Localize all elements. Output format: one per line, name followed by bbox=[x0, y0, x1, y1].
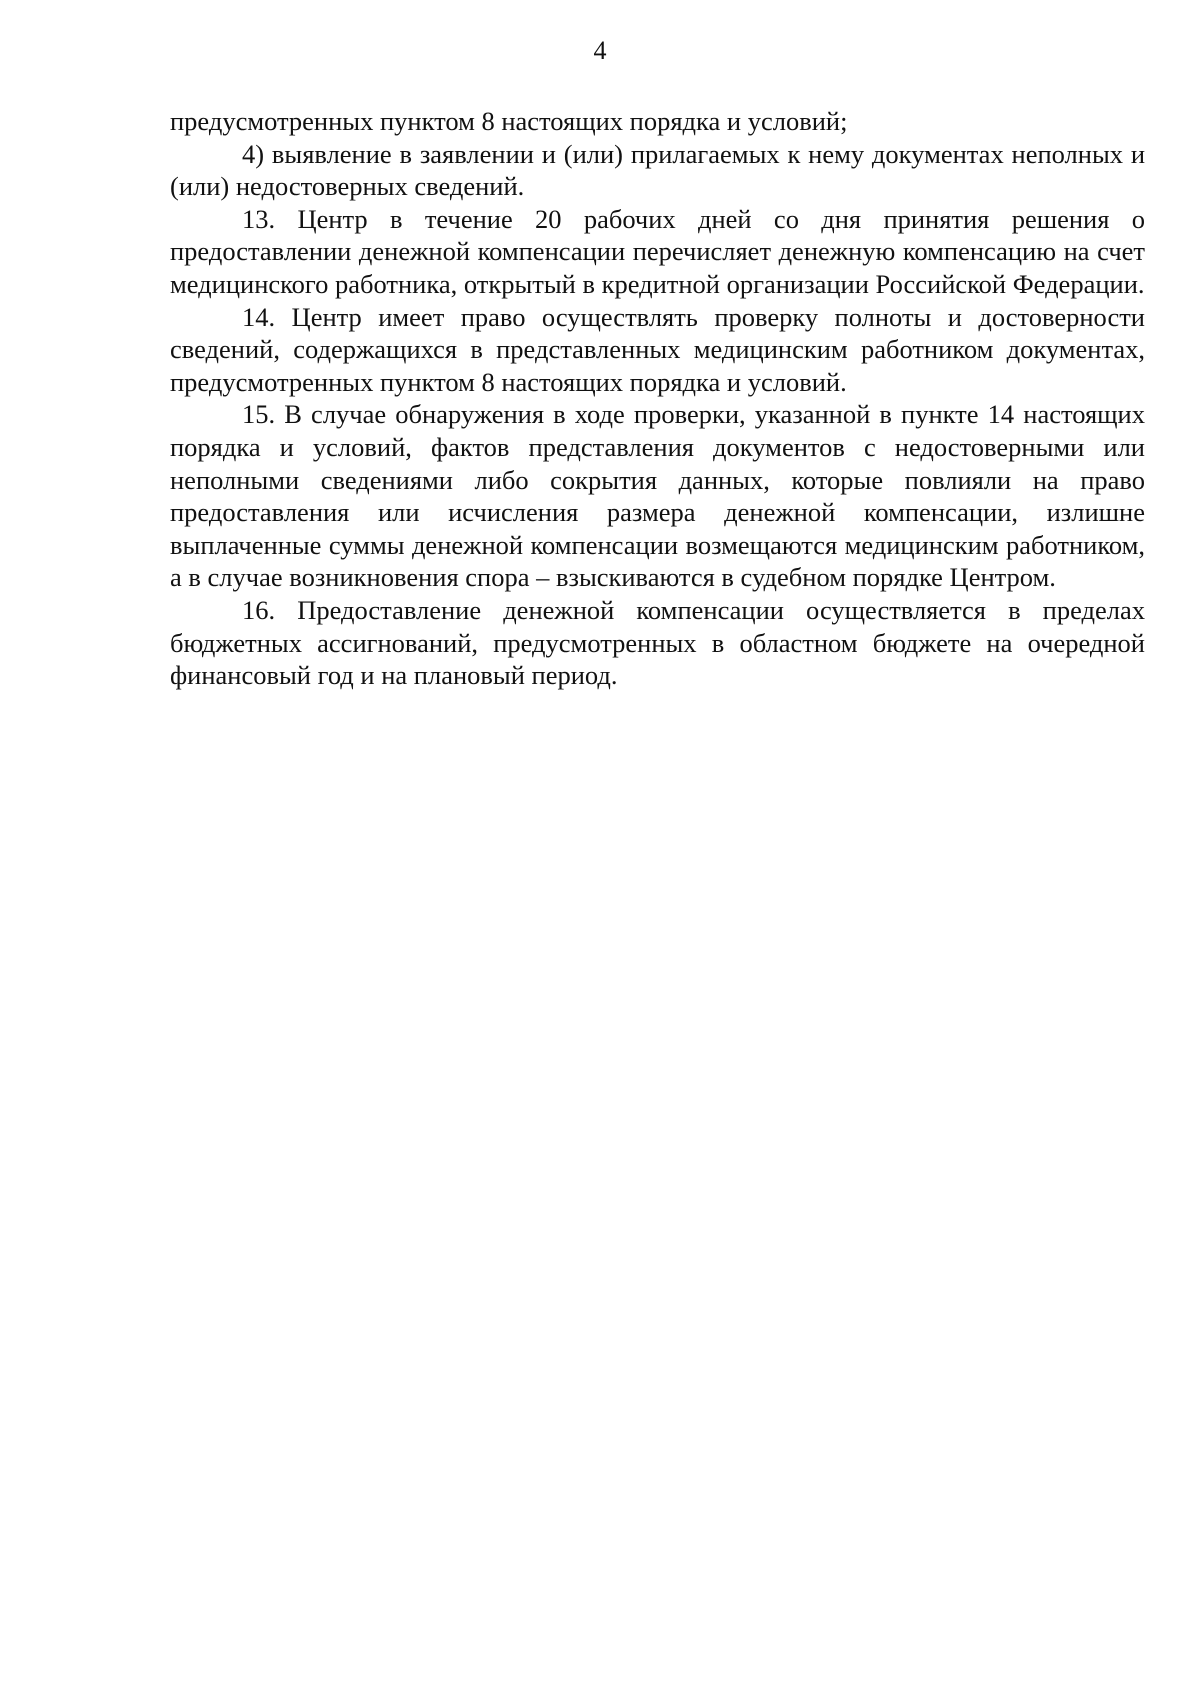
page-number: 4 bbox=[593, 36, 607, 65]
paragraph-14: 14. Центр имеет право осуществлять проверку полноты и достоверности сведений, содержащихся в представленных медицинским работником документах, предусмотренных пунктом 8 настоящих порядка и условий. bbox=[170, 301, 1145, 397]
paragraph-16: 16. Предоставление денежной компенсации осуществляется в пределах бюджетных ассигнований, предусмотренных в областном бюджете на очередной финансовый год и на плановый период. bbox=[170, 594, 1145, 691]
paragraph-item-4: 4) выявление в заявлении и (или) прилагаемых к нему документах неполных и (или) недостоверных сведений. bbox=[170, 138, 1145, 202]
document-body bbox=[170, 105, 1145, 692]
paragraph-13: 13. Центр в течение 20 рабочих дней со дня принятия решения о предоставлении денежной компенсации перечисляет денежную компенсацию на счет медицинского работника, открытый в кредитной организации Российской Федерации. bbox=[170, 203, 1145, 299]
paragraph-continuation: предусмотренных пунктом 8 настоящих порядка и условий; bbox=[170, 106, 848, 136]
paragraph-15: 15. В случае обнаружения в ходе проверки, указанной в пункте 14 настоящих порядка и условий, фактов представления документов с недостоверными или неполными сведениями либо сокрытия данных, которые повлияли на право предоставления или исчисления размера денежной компенсации, излишне выплаченные суммы денежной компенсации возмещаются медицинским работником, а в случае возникновения спора – взыскиваются в судебном порядке Центром. bbox=[170, 399, 1145, 593]
